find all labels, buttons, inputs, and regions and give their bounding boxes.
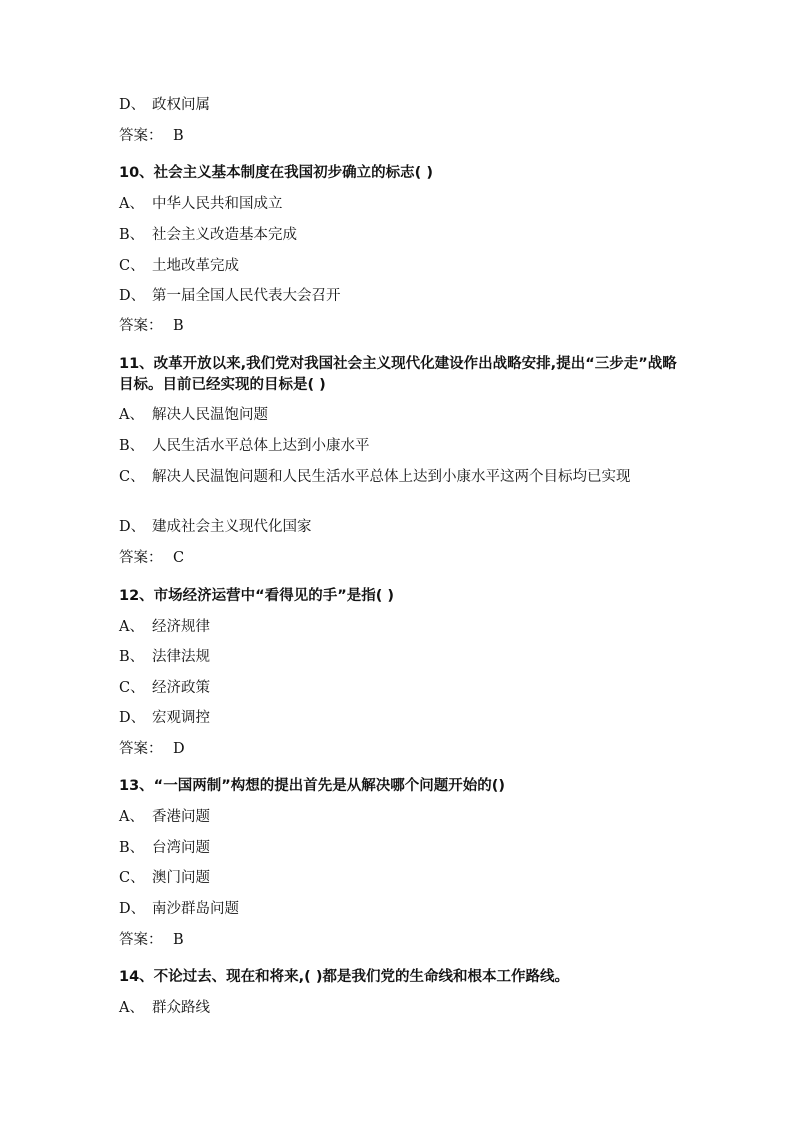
option-text: 经济规律	[152, 619, 210, 635]
option-text: 建成社会主义现代化国家	[152, 519, 312, 535]
option-text: 台湾问题	[152, 840, 210, 856]
option-label: B、	[119, 840, 145, 856]
option-text: 第一届全国人民代表大会召开	[152, 288, 341, 304]
answer-text: C	[173, 550, 185, 566]
option-line	[119, 225, 679, 246]
option-line	[119, 95, 679, 116]
answer-label: 答案：	[119, 932, 163, 948]
answer-text: B	[173, 932, 184, 948]
option-text: 解决人民温饱问题和人民生活水平总体上达到小康水平这两个目标均已实现	[152, 469, 631, 485]
option-text: 南沙群岛问题	[152, 901, 239, 917]
option-line	[119, 286, 679, 307]
option-line	[119, 678, 679, 699]
answer-line	[119, 126, 679, 147]
answer-label: 答案：	[119, 741, 163, 757]
option-label: C、	[119, 680, 145, 696]
option-label: A、	[119, 619, 144, 635]
option-label: D、	[119, 710, 146, 726]
option-line	[119, 405, 679, 426]
option-text: 澳门问题	[152, 870, 210, 886]
option-label: A、	[119, 809, 144, 825]
option-line	[119, 838, 679, 859]
option-text: 土地改革完成	[152, 258, 239, 274]
option-line	[119, 194, 679, 215]
option-line	[119, 436, 679, 457]
option-label: A、	[119, 196, 144, 212]
question-heading: 11、改革开放以来,我们党对我国社会主义现代化建设作出战略安排,提出“三步走”战略目标。目前已经实现的目标是( )	[119, 356, 677, 393]
question-heading: 12、市场经济运营中“看得见的手”是指( )	[119, 588, 395, 604]
option-label: B、	[119, 227, 145, 243]
option-text: 法律法规	[152, 649, 210, 665]
question-heading: 10、社会主义基本制度在我国初步确立的标志( )	[119, 165, 433, 181]
option-line	[119, 517, 679, 538]
answer-text: D	[173, 741, 185, 757]
answer-text: B	[173, 128, 184, 144]
option-text: 政权问属	[152, 97, 210, 113]
option-label: D、	[119, 901, 146, 917]
answer-label: 答案：	[119, 128, 163, 144]
option-line	[119, 467, 679, 488]
option-line	[119, 899, 679, 920]
option-text: 中华人民共和国成立	[152, 196, 283, 212]
option-text: 社会主义改造基本完成	[152, 227, 297, 243]
option-text: 宏观调控	[152, 710, 210, 726]
question-heading: 13、“一国两制”构想的提出首先是从解决哪个问题开始的()	[119, 778, 505, 794]
answer-label: 答案：	[119, 318, 163, 334]
option-label: C、	[119, 469, 145, 485]
answer-line	[119, 930, 679, 951]
option-text: 解决人民温饱问题	[152, 407, 268, 423]
option-label: A、	[119, 407, 144, 423]
option-label: D、	[119, 288, 146, 304]
option-label: C、	[119, 258, 145, 274]
answer-text: B	[173, 318, 184, 334]
option-label: D、	[119, 519, 146, 535]
option-line	[119, 708, 679, 729]
option-line	[119, 998, 679, 1019]
option-label: C、	[119, 870, 145, 886]
answer-line	[119, 548, 679, 569]
option-label: A、	[119, 1000, 144, 1016]
option-line	[119, 868, 679, 889]
option-line	[119, 647, 679, 668]
option-line	[119, 807, 679, 828]
option-text: 人民生活水平总体上达到小康水平	[152, 438, 370, 454]
option-label: B、	[119, 438, 145, 454]
option-label: B、	[119, 649, 145, 665]
option-line	[119, 617, 679, 638]
option-line	[119, 256, 679, 277]
option-label: D、	[119, 97, 146, 113]
question-heading: 14、不论过去、现在和将来,( )都是我们党的生命线和根本工作路线。	[119, 969, 569, 985]
answer-line	[119, 316, 679, 337]
answer-label: 答案：	[119, 550, 163, 566]
answer-line	[119, 739, 679, 760]
option-text: 香港问题	[152, 809, 210, 825]
option-text: 经济政策	[152, 680, 210, 696]
option-text: 群众路线	[152, 1000, 210, 1016]
